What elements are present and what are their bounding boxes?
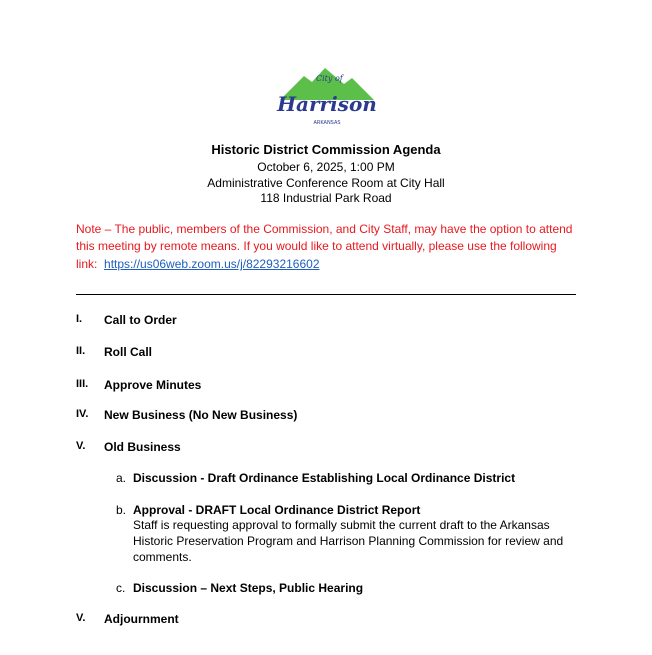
divider [76, 294, 576, 295]
link-prefix: link: [76, 257, 98, 271]
item-number: V. [76, 612, 86, 624]
note-line-2: this meeting by remote means. If you would like to attend virtually, please use the following [76, 239, 557, 253]
meeting-address: 118 Industrial Park Road [260, 191, 392, 205]
note-line-1: Note – The public, members of the Commission, and City Staff, may have the option to attend [76, 222, 573, 236]
item-number: II. [76, 345, 86, 357]
note-line-3 [76, 257, 320, 271]
agenda-item: Call to Order [104, 313, 177, 327]
subitem-letter: c. [116, 581, 126, 595]
logo-text-main: Harrison [277, 92, 377, 116]
item-number: III. [76, 378, 89, 390]
subitem-desc: comments. [133, 550, 192, 564]
agenda-title: Historic District Commission Agenda [211, 142, 441, 157]
city-of-harrison-logo [262, 66, 392, 132]
subitem: Approval - DRAFT Local Ordinance District Report [133, 503, 421, 517]
item-number: I. [76, 313, 83, 325]
logo-text-bottom: ARKANSAS [313, 120, 341, 126]
subitem: Discussion – Next Steps, Public Hearing [133, 581, 364, 595]
logo-text-top: City of [316, 74, 343, 83]
meeting-date: October 6, 2025, 1:00 PM [257, 160, 395, 174]
agenda-item: Adjournment [104, 612, 179, 626]
item-number: V. [76, 440, 86, 452]
agenda-item: Roll Call [104, 345, 153, 359]
agenda-item: New Business (No New Business) [104, 408, 298, 422]
zoom-meeting-link[interactable]: https://us06web.zoom.us/j/82293216602 [104, 257, 320, 271]
subitem-letter: b. [116, 503, 127, 517]
item-number: IV. [76, 408, 89, 420]
subitem-letter: a. [116, 471, 127, 485]
meeting-location: Administrative Conference Room at City Hall [207, 176, 445, 190]
subitem-desc: Historic Preservation Program and Harrison Planning Commission for review and [133, 534, 564, 548]
agenda-item: Old Business [104, 440, 181, 454]
agenda-item: Approve Minutes [104, 378, 202, 392]
subitem-desc: Staff is requesting approval to formally submit the current draft to the Arkansas [133, 518, 550, 532]
subitem: Discussion - Draft Ordinance Establishing Local Ordinance District [133, 471, 516, 485]
